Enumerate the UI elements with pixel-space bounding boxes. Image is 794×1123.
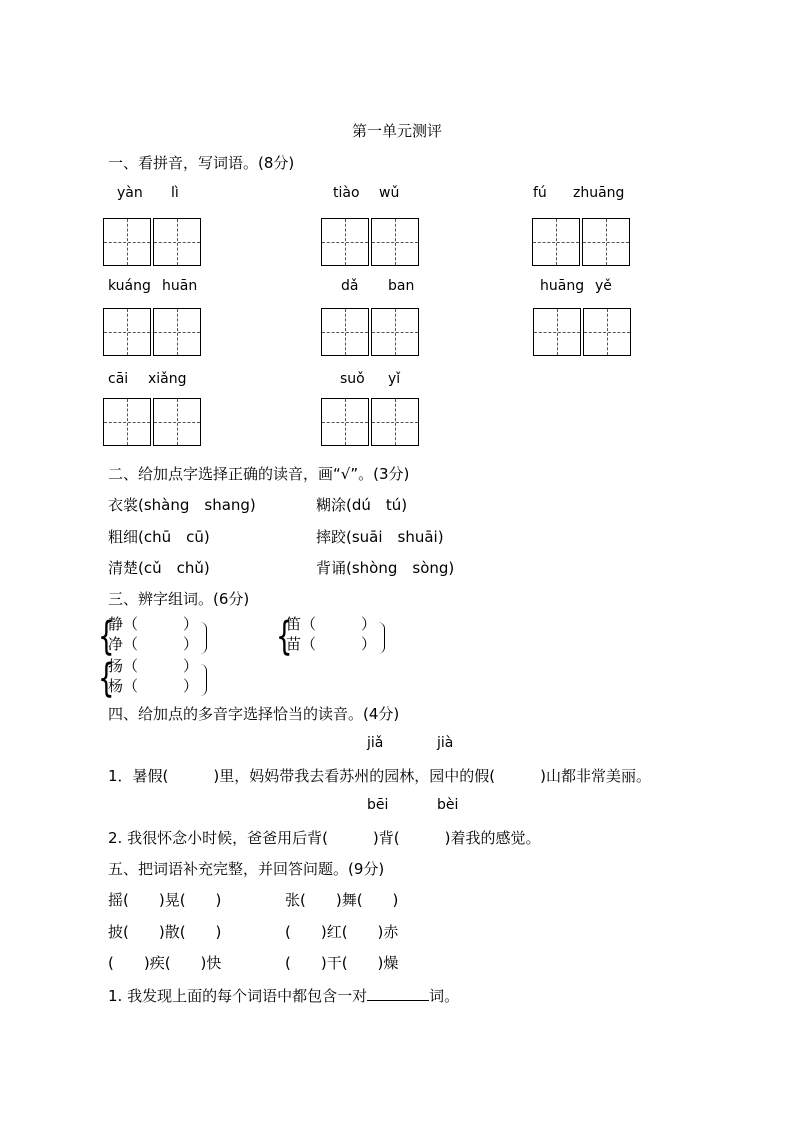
writing-box[interactable] <box>532 218 580 266</box>
answer-blank[interactable] <box>367 986 429 1001</box>
choice-item[interactable]: 清楚(cǔ chǔ) <box>108 559 210 577</box>
pinyin: ban <box>388 278 415 294</box>
section-3-heading: 三、辨字组词。(6分) <box>108 590 250 608</box>
writing-box[interactable] <box>103 308 151 356</box>
writing-box[interactable] <box>371 398 419 446</box>
pinyin: xiǎng <box>148 371 187 387</box>
writing-box[interactable] <box>321 398 369 446</box>
pinyin-option: bēi <box>367 797 389 813</box>
section-4-heading: 四、给加点的多音字选择恰当的读音。(4分) <box>108 705 400 723</box>
writing-box[interactable] <box>583 308 631 356</box>
word-pair-item[interactable]: 静（ ） <box>108 615 199 633</box>
writing-box[interactable] <box>103 218 151 266</box>
pinyin: yě <box>595 278 612 294</box>
left-brace: { <box>98 657 115 702</box>
pinyin: yǐ <box>388 371 401 387</box>
writing-box[interactable] <box>371 308 419 356</box>
choice-item[interactable]: 摔跤(suāi shuāi) <box>316 528 444 546</box>
idiom-item[interactable]: ( )红( )赤 <box>285 923 399 941</box>
section-1-heading: 一、看拼音，写词语。(8分) <box>108 154 295 172</box>
writing-box[interactable] <box>153 398 201 446</box>
pinyin: suǒ <box>340 371 365 387</box>
right-bracket <box>200 622 207 654</box>
word-pair-item[interactable]: 扬（ ） <box>108 657 199 675</box>
left-brace: { <box>98 615 115 660</box>
pinyin: huāng <box>540 278 585 294</box>
pinyin: huān <box>162 278 198 294</box>
pinyin: fú <box>533 185 547 201</box>
pinyin: zhuāng <box>573 185 625 201</box>
writing-box[interactable] <box>153 308 201 356</box>
writing-box[interactable] <box>321 308 369 356</box>
choice-item[interactable]: 背诵(shòng sòng) <box>316 559 455 577</box>
pinyin-option: jià <box>437 735 454 751</box>
idiom-item[interactable]: ( )干( )燥 <box>285 954 399 972</box>
right-bracket <box>378 622 385 654</box>
writing-box[interactable] <box>153 218 201 266</box>
pinyin-option: bèi <box>437 797 459 813</box>
writing-box[interactable] <box>582 218 630 266</box>
choice-item[interactable]: 衣裳(shàng shang) <box>108 496 256 514</box>
word-pair-item[interactable]: 杨（ ） <box>108 677 199 695</box>
question-2[interactable]: 2. 我很怀念小时候，爸爸用后背( )背( )着我的感觉。 <box>108 829 541 847</box>
choice-item[interactable]: 粗细(chū cū) <box>108 528 210 546</box>
idiom-item[interactable]: 摇( )晃( ) <box>108 891 222 909</box>
writing-box[interactable] <box>371 218 419 266</box>
question-1[interactable]: 1．暑假( )里，妈妈带我去看苏州的园林，园中的假( )山都非常美丽。 <box>108 767 651 785</box>
idiom-item[interactable]: ( )疾( )快 <box>108 954 222 972</box>
right-bracket <box>200 664 207 696</box>
page-title: 第一单元测评 <box>351 122 442 140</box>
pinyin: kuáng <box>108 278 151 294</box>
idiom-item[interactable]: 张( )舞( ) <box>285 891 399 909</box>
writing-box[interactable] <box>533 308 581 356</box>
word-pair-item[interactable]: 净（ ） <box>108 635 199 653</box>
pinyin: yàn <box>117 185 143 201</box>
pinyin: cāi <box>108 371 129 387</box>
question-text: 词。 <box>429 987 460 1005</box>
writing-box[interactable] <box>321 218 369 266</box>
idiom-item[interactable]: 披( )散( ) <box>108 923 222 941</box>
word-pair-item[interactable]: 苗（ ） <box>286 635 377 653</box>
question-text: 1. 我发现上面的每个词语中都包含一对 <box>108 987 368 1005</box>
writing-box[interactable] <box>103 398 151 446</box>
pinyin: dǎ <box>341 278 359 294</box>
pinyin-option: jiǎ <box>367 735 384 751</box>
left-brace: { <box>276 615 293 660</box>
pinyin: wǔ <box>379 185 400 201</box>
word-pair-item[interactable]: 笛（ ） <box>286 615 377 633</box>
section-5-heading: 五、把词语补充完整，并回答问题。(9分) <box>108 860 385 878</box>
pinyin: lì <box>171 185 179 201</box>
section-2-heading: 二、给加点字选择正确的读音，画“√”。(3分) <box>108 465 410 483</box>
choice-item[interactable]: 糊涂(dú tú) <box>316 496 408 514</box>
section-5-question <box>108 985 459 1006</box>
pinyin: tiào <box>333 185 360 201</box>
